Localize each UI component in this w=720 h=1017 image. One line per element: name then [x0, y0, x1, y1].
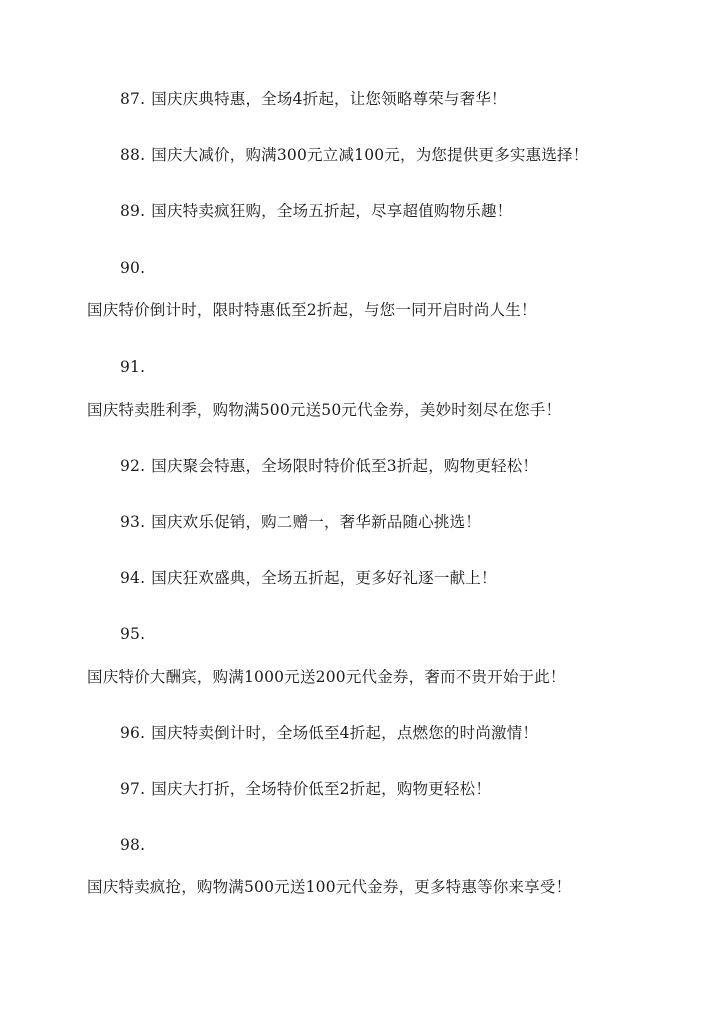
item-number: 95. [120, 625, 146, 643]
item-text: 国庆庆典特惠，全场4折起，让您领略尊荣与奢华！ [151, 90, 507, 108]
item-number: 89. [120, 202, 146, 220]
list-item [120, 201, 512, 221]
item-number: 97. [120, 780, 146, 798]
list-item [120, 89, 507, 109]
item-number: 88. [120, 146, 146, 164]
item-text: 国庆特卖倒计时，全场低至4折起，点燃您的时尚激情！ [151, 724, 539, 742]
item-number: 91. [120, 358, 146, 376]
item-number: 94. [120, 569, 146, 587]
item-number: 93. [120, 513, 146, 531]
item-text: 国庆特卖疯抢，购物满500元送100元代金券，更多特惠等你来享受！ [87, 878, 572, 896]
item-number: 92. [120, 457, 146, 475]
item-text: 国庆特卖胜利季，购物满500元送50元代金券，美妙时刻尽在您手！ [87, 401, 562, 419]
item-number: 98. [120, 836, 146, 854]
item-text: 国庆狂欢盛典，全场五折起，更多好礼逐一献上！ [151, 569, 497, 587]
item-text: 国庆特价倒计时，限时特惠低至2折起，与您一同开启时尚人生！ [87, 301, 537, 319]
item-number: 90. [120, 259, 146, 277]
list-item [120, 723, 538, 743]
item-text: 国庆大打折，全场特价低至2折起，购物更轻松！ [151, 780, 492, 798]
item-text: 国庆大减价，购满300元立减100元，为您提供更多实惠选择！ [151, 146, 589, 164]
list-item [120, 779, 491, 799]
item-number: 87. [120, 90, 146, 108]
item-text: 国庆特卖疯狂购，全场五折起，尽享超值购物乐趣！ [151, 202, 513, 220]
item-text: 国庆特价大酬宾，购满1000元送200元代金券，奢而不贵开始于此！ [87, 668, 566, 686]
item-text: 国庆欢乐促销，购二赠一，奢华新品随心挑选！ [151, 513, 481, 531]
list-item [120, 145, 588, 165]
list-item [120, 568, 497, 588]
item-number: 96. [120, 724, 146, 742]
list-item [120, 512, 481, 532]
list-item [120, 456, 538, 476]
item-text: 国庆聚会特惠，全场限时特价低至3折起，购物更轻松！ [151, 457, 539, 475]
